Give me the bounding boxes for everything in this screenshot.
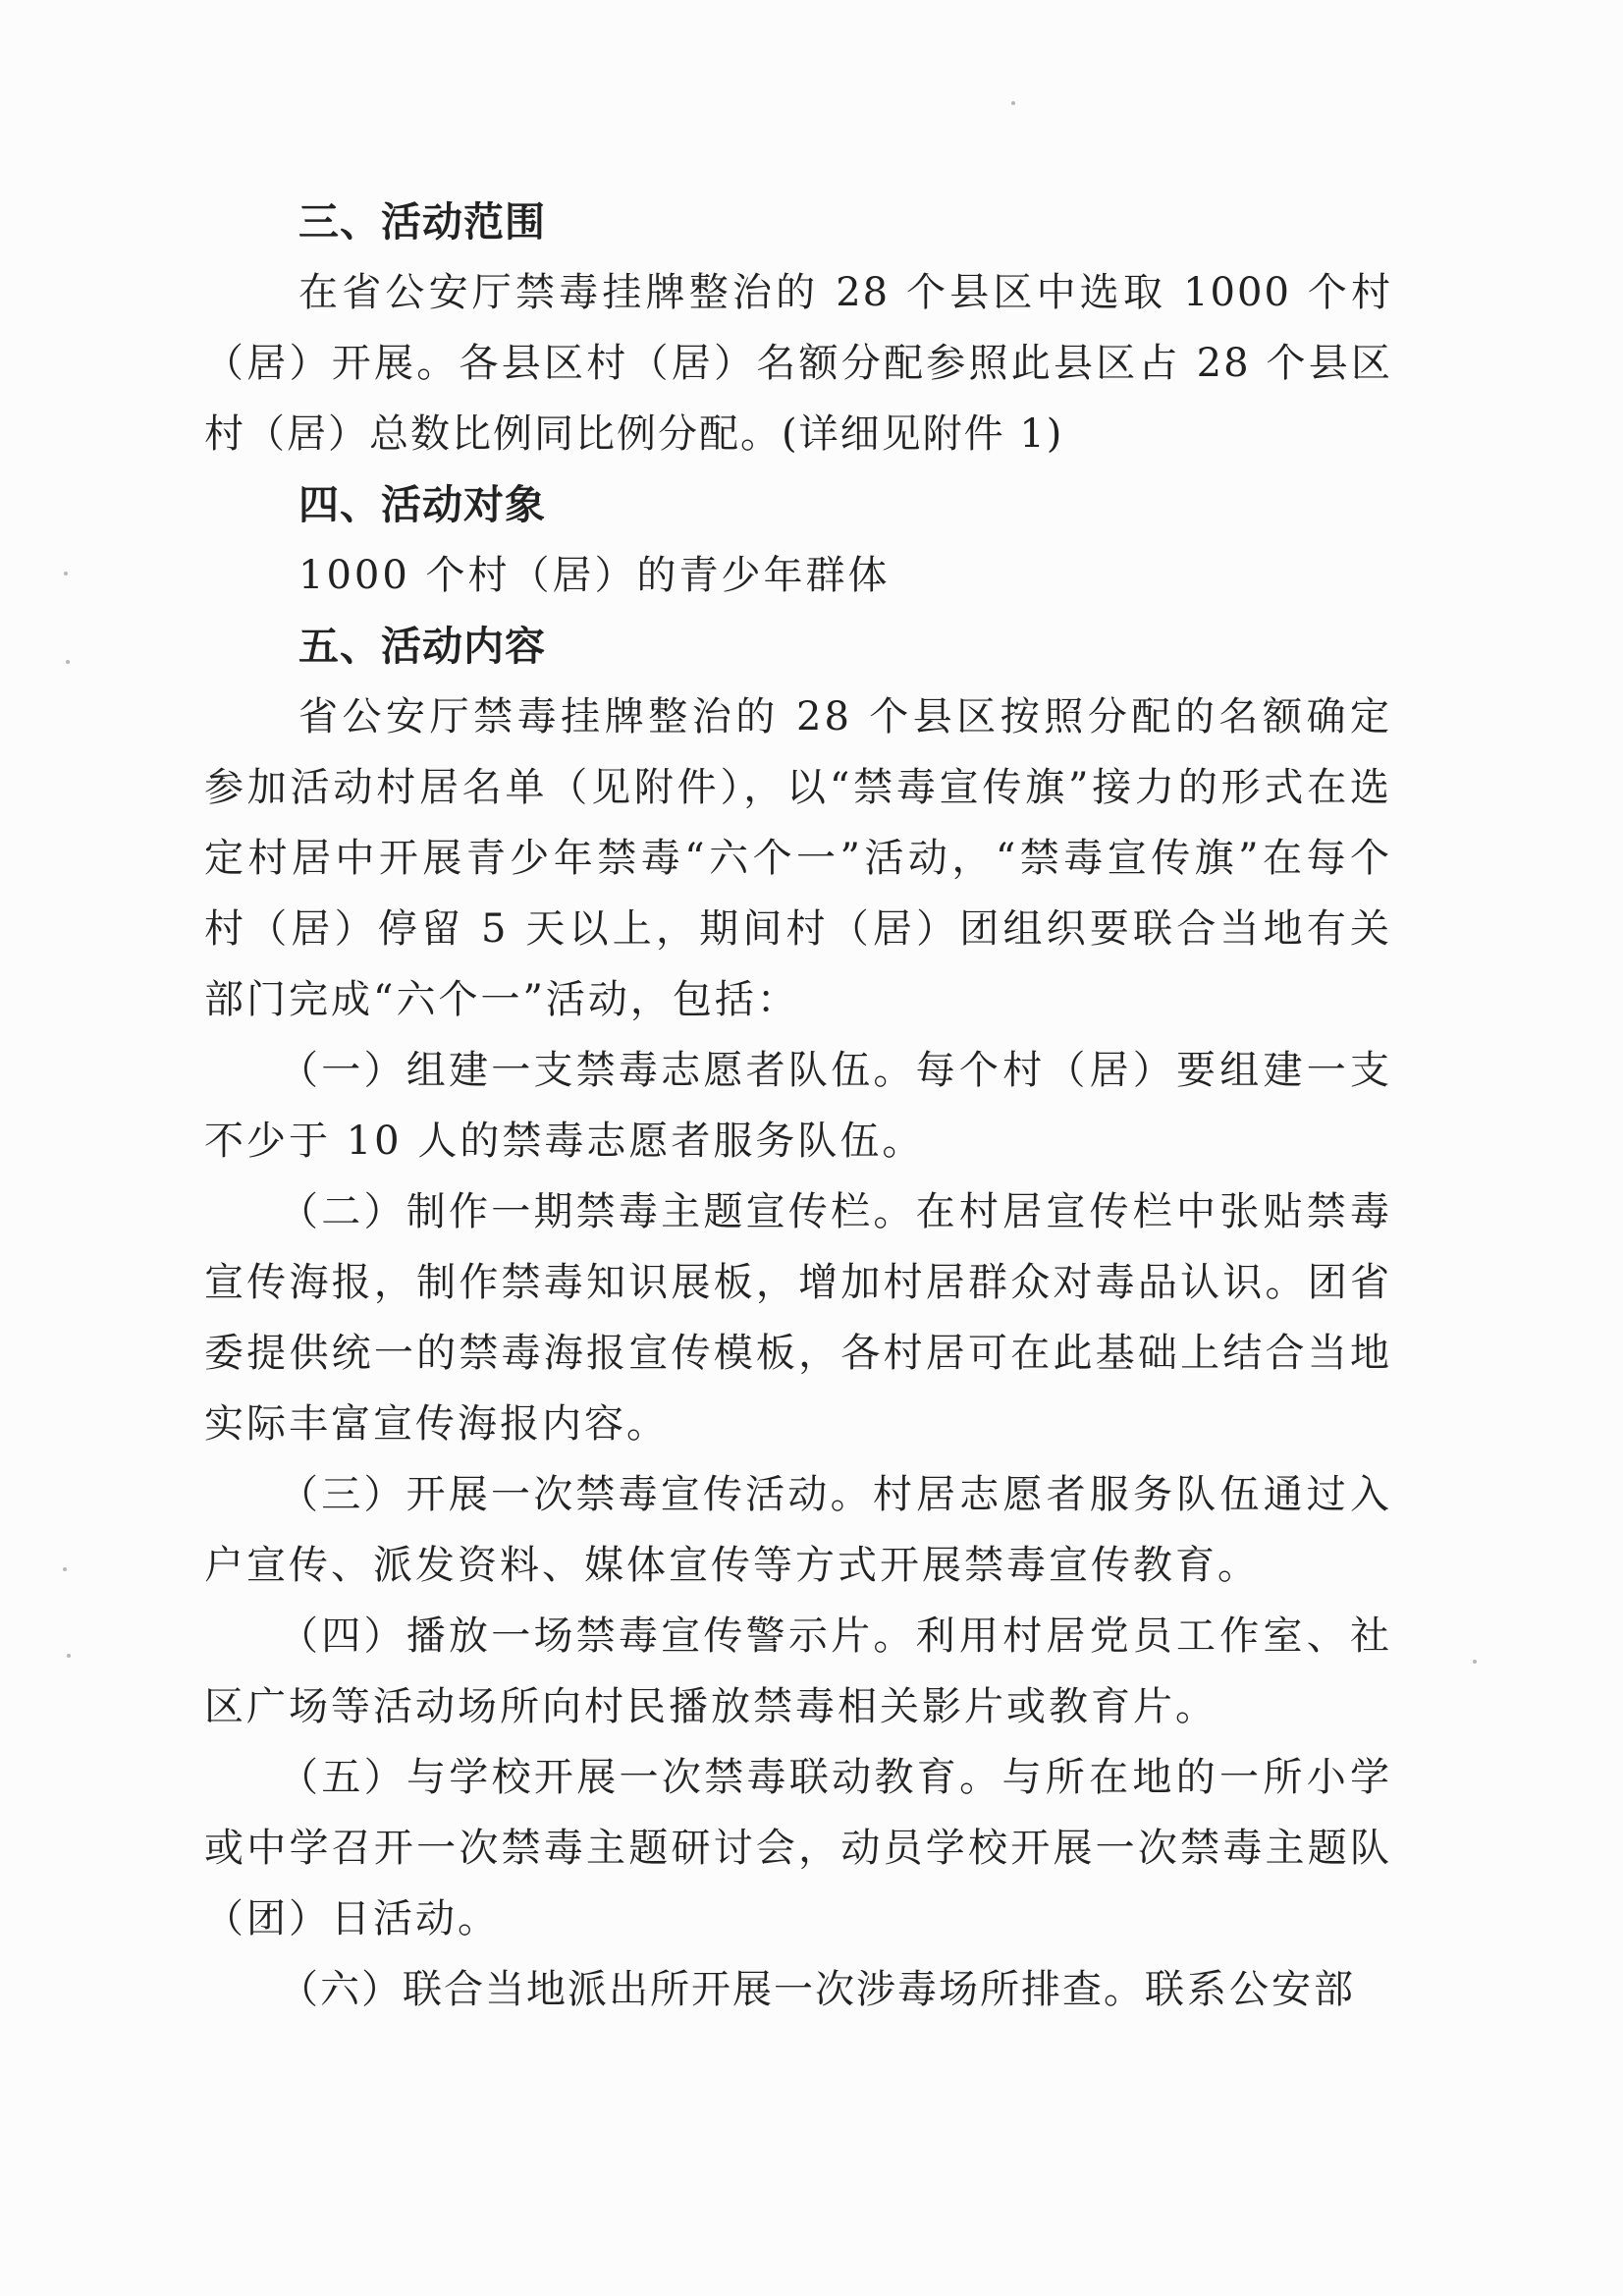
content-item — [204, 1742, 1392, 1954]
content-item-title: （三）开展一次禁毒宣传活动。 — [279, 1472, 873, 1517]
content-item-body: 利用村居党员工作室、社区广场等活动场所向村民播放禁毒相关影片或教育片。 — [204, 1613, 1393, 1729]
content-intro-paragraph: 省公安厅禁毒挂牌整治的 28 个县区按照分配的名额确定参加活动村居名单（见附件），以“禁毒宣传旗”接力的形式在选定村居中开展青少年禁毒“六个一”活动，“禁毒宣传旗”在每个村（居）停留 5 天以上，期间村（居）团组织要联合当地有关部门完成“六个一”活动，包括： — [204, 694, 1392, 1022]
section-heading-scope: 三、活动范围 — [298, 198, 546, 246]
content-item — [204, 1601, 1392, 1742]
scope-paragraph: 在省公安厅禁毒挂牌整治的 28 个县区中选取 1000 个村（居）开展。各县区村（居）名额分配参照此县区占 28 个县区村（居）总数比例同比例分配。(详细见附件 1) — [204, 270, 1392, 457]
content-item-body: 每个村（居）要组建一支不少于 10 人的禁毒志愿者服务队伍。 — [204, 1048, 1393, 1164]
content-item-title: （一）组建一支禁毒志愿者队伍。 — [279, 1048, 916, 1093]
content-item — [204, 1954, 1392, 2025]
scan-speck — [1011, 101, 1015, 105]
content-item-body: 与所在地的一所小学或中学召开一次禁毒主题研讨会，动员学校开展一次禁毒主题队（团）日活动。 — [204, 1755, 1393, 1941]
content-item-title: （六）联合当地派出所开展一次涉毒场所排查。 — [279, 1967, 1145, 2012]
content-item-body: 在村居宣传栏中张贴禁毒宣传海报，制作禁毒知识展板，增加村居群众对毒品认识。团省委提供统一的禁毒海报宣传模板，各村居可在此基础上结合当地实际丰富宣传海报内容。 — [204, 1189, 1393, 1447]
content-item-body: 联系公安部 — [1145, 1967, 1356, 2012]
scan-speck — [64, 572, 68, 575]
content-item — [204, 1176, 1392, 1459]
content-item-title: （五）与学校开展一次禁毒联动教育。 — [279, 1755, 1002, 1800]
content-item — [204, 1459, 1392, 1601]
scan-speck — [67, 1654, 71, 1658]
content-item-body: 村居志愿者服务队伍通过入户宣传、派发资料、媒体宣传等方式开展禁毒宣传教育。 — [204, 1472, 1393, 1588]
scan-speck — [66, 660, 70, 664]
section-heading-content: 五、活动内容 — [298, 623, 546, 670]
section-heading-target: 四、活动对象 — [298, 481, 546, 528]
content-item-title: （四）播放一场禁毒宣传警示片。 — [279, 1613, 916, 1659]
document-body — [204, 187, 1392, 2025]
content-item-title: （二）制作一期禁毒主题宣传栏。 — [279, 1189, 916, 1234]
scan-speck — [1473, 1660, 1477, 1664]
target-paragraph: 1000 个村（居）的青少年群体 — [298, 553, 891, 598]
content-item — [204, 1035, 1392, 1176]
scan-speck — [63, 1567, 67, 1571]
